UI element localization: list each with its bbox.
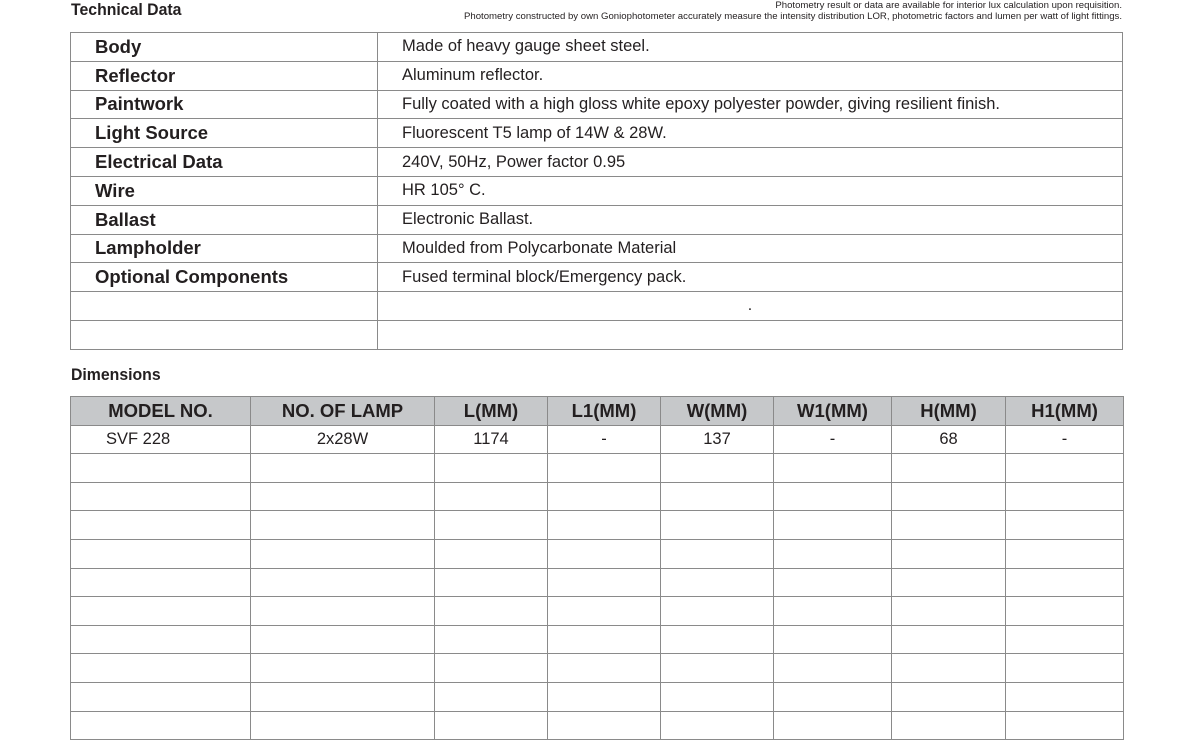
- table-cell: [435, 625, 548, 654]
- table-cell: [661, 482, 774, 511]
- table-cell: [892, 568, 1006, 597]
- table-cell: [435, 682, 548, 711]
- table-cell: [548, 454, 661, 483]
- table-cell: [435, 511, 548, 540]
- table-cell: [1006, 568, 1124, 597]
- table-cell: [892, 654, 1006, 683]
- table-row: [71, 205, 1123, 234]
- table-row: [71, 454, 1124, 483]
- table-row: [71, 90, 1123, 119]
- table-row: [71, 33, 1123, 62]
- table-cell: [71, 482, 251, 511]
- table-cell: [251, 682, 435, 711]
- spec-label: Light Source: [71, 119, 378, 148]
- table-cell: [1006, 654, 1124, 683]
- table-cell: [1006, 454, 1124, 483]
- spec-label: Reflector: [71, 61, 378, 90]
- column-header: L(MM): [435, 397, 548, 426]
- table-row: [71, 568, 1124, 597]
- spec-value: .: [378, 292, 1123, 321]
- table-cell: [71, 682, 251, 711]
- table-cell: [774, 454, 892, 483]
- spec-label: Body: [71, 33, 378, 62]
- table-cell: [661, 654, 774, 683]
- table-cell: [251, 482, 435, 511]
- table-cell: [71, 654, 251, 683]
- table-cell: [661, 511, 774, 540]
- spec-label: Wire: [71, 176, 378, 205]
- table-cell: [661, 711, 774, 740]
- table-cell: [251, 511, 435, 540]
- table-cell: [71, 568, 251, 597]
- dimensions-title: Dimensions: [71, 365, 161, 384]
- technical-data-table: [70, 32, 1123, 350]
- photometry-note-1: Photometry result or data are available for interior lux calculation upon requisition.: [775, 0, 1122, 11]
- table-cell: [774, 654, 892, 683]
- column-header: W1(MM): [774, 397, 892, 426]
- table-cell: [774, 539, 892, 568]
- table-row: [71, 292, 1123, 321]
- table-cell: [892, 711, 1006, 740]
- table-cell: [251, 654, 435, 683]
- table-row: [71, 482, 1124, 511]
- table-row: [71, 263, 1123, 292]
- table-cell: -: [774, 425, 892, 454]
- table-cell: [1006, 482, 1124, 511]
- table-cell: [435, 654, 548, 683]
- table-cell: [661, 454, 774, 483]
- table-cell: [774, 597, 892, 626]
- table-cell: [548, 568, 661, 597]
- table-cell: SVF 228: [71, 425, 251, 454]
- spec-label: Ballast: [71, 205, 378, 234]
- table-header-row: [71, 397, 1124, 426]
- column-header: L1(MM): [548, 397, 661, 426]
- table-cell: [774, 568, 892, 597]
- spec-value: HR 105° C.: [378, 176, 1123, 205]
- table-cell: [71, 625, 251, 654]
- table-cell: 1174: [435, 425, 548, 454]
- table-cell: [892, 682, 1006, 711]
- table-cell: [548, 597, 661, 626]
- table-cell: [435, 539, 548, 568]
- table-cell: [71, 597, 251, 626]
- dimensions-table: [70, 396, 1124, 740]
- spec-value: Moulded from Polycarbonate Material: [378, 234, 1123, 263]
- table-cell: [251, 454, 435, 483]
- table-row: [71, 711, 1124, 740]
- table-cell: [892, 597, 1006, 626]
- table-cell: [1006, 511, 1124, 540]
- table-cell: [1006, 597, 1124, 626]
- table-row: [71, 320, 1123, 349]
- table-row: [71, 539, 1124, 568]
- table-cell: [71, 711, 251, 740]
- table-row: [71, 682, 1124, 711]
- spec-label: Lampholder: [71, 234, 378, 263]
- table-row: [71, 425, 1124, 454]
- table-cell: [251, 568, 435, 597]
- spec-value: Aluminum reflector.: [378, 61, 1123, 90]
- spec-value: Made of heavy gauge sheet steel.: [378, 33, 1123, 62]
- spec-label: Paintwork: [71, 90, 378, 119]
- spec-label: Optional Components: [71, 263, 378, 292]
- table-cell: [71, 454, 251, 483]
- spec-value: Fused terminal block/Emergency pack.: [378, 263, 1123, 292]
- table-cell: 68: [892, 425, 1006, 454]
- table-cell: [661, 539, 774, 568]
- table-cell: [661, 597, 774, 626]
- table-cell: [435, 597, 548, 626]
- table-row: [71, 511, 1124, 540]
- column-header: NO. OF LAMP: [251, 397, 435, 426]
- table-cell: [774, 511, 892, 540]
- table-cell: [435, 711, 548, 740]
- table-cell: [774, 711, 892, 740]
- table-cell: [251, 539, 435, 568]
- table-cell: [435, 454, 548, 483]
- table-cell: [71, 511, 251, 540]
- table-cell: [548, 482, 661, 511]
- spec-label: Electrical Data: [71, 148, 378, 177]
- table-row: [71, 234, 1123, 263]
- column-header: W(MM): [661, 397, 774, 426]
- table-cell: [1006, 711, 1124, 740]
- column-header: H1(MM): [1006, 397, 1124, 426]
- spec-value: Electronic Ballast.: [378, 205, 1123, 234]
- table-cell: [548, 654, 661, 683]
- table-cell: [71, 539, 251, 568]
- table-cell: [892, 482, 1006, 511]
- table-cell: [1006, 682, 1124, 711]
- table-cell: [661, 682, 774, 711]
- photometry-notes: [464, 0, 1122, 22]
- table-cell: [435, 568, 548, 597]
- table-cell: [774, 625, 892, 654]
- table-row: [71, 119, 1123, 148]
- column-header: MODEL NO.: [71, 397, 251, 426]
- table-cell: [548, 539, 661, 568]
- table-row: [71, 148, 1123, 177]
- spec-value: [378, 320, 1123, 349]
- table-cell: [251, 625, 435, 654]
- table-cell: [661, 625, 774, 654]
- table-cell: 137: [661, 425, 774, 454]
- table-cell: [892, 539, 1006, 568]
- table-cell: [1006, 625, 1124, 654]
- spec-label: [71, 320, 378, 349]
- table-cell: [251, 711, 435, 740]
- table-cell: [661, 568, 774, 597]
- table-cell: [435, 482, 548, 511]
- table-cell: [892, 511, 1006, 540]
- spec-label: [71, 292, 378, 321]
- spec-value: Fully coated with a high gloss white epoxy polyester powder, giving resilient finish.: [378, 90, 1123, 119]
- table-row: [71, 654, 1124, 683]
- spec-value: Fluorescent T5 lamp of 14W & 28W.: [378, 119, 1123, 148]
- table-row: [71, 61, 1123, 90]
- table-cell: [1006, 539, 1124, 568]
- table-row: [71, 625, 1124, 654]
- table-cell: -: [1006, 425, 1124, 454]
- table-cell: [548, 625, 661, 654]
- spec-value: 240V, 50Hz, Power factor 0.95: [378, 148, 1123, 177]
- table-cell: -: [548, 425, 661, 454]
- column-header: H(MM): [892, 397, 1006, 426]
- table-cell: 2x28W: [251, 425, 435, 454]
- technical-data-title: Technical Data: [71, 0, 182, 19]
- table-cell: [548, 711, 661, 740]
- table-cell: [548, 682, 661, 711]
- photometry-note-2: Photometry constructed by own Goniophotometer accurately measure the intensity distribution LOR, photometric factors and lumen per watt of light fittings.: [463, 11, 1122, 22]
- table-cell: [548, 511, 661, 540]
- table-cell: [774, 682, 892, 711]
- table-row: [71, 176, 1123, 205]
- table-cell: [892, 625, 1006, 654]
- table-row: [71, 597, 1124, 626]
- table-cell: [251, 597, 435, 626]
- table-cell: [774, 482, 892, 511]
- table-cell: [892, 454, 1006, 483]
